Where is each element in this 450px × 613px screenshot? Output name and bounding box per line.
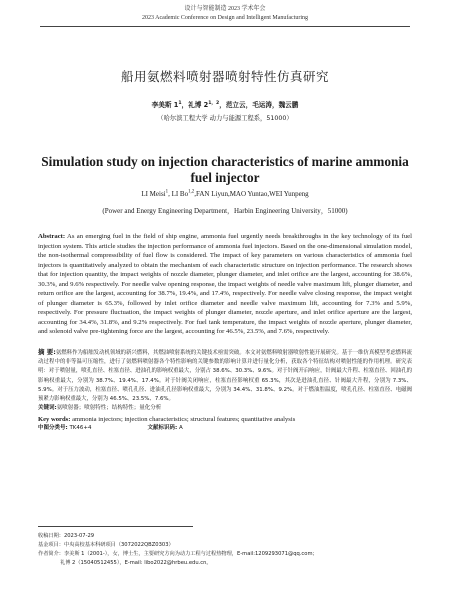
footnote-divider <box>38 526 193 527</box>
chinese-affiliation: （哈尔滨工程大学 动力与能源工程系，51000） <box>157 115 293 122</box>
en-other-authors: ,FAN Liyun,MAO Yuntao,WEI Yunpeng <box>194 190 309 198</box>
english-keywords <box>38 415 412 424</box>
author-info-2: 礼博 2（15040512455），E-mail: libo2022@hrbeu.edu.cn。 <box>60 560 212 566</box>
footnotes <box>38 532 420 568</box>
author-2-sup: 1，2 <box>208 100 220 106</box>
cn-abstract-text: 氨燃料作为船舶发动机领域的新兴燃料，其燃油喷射系统的关键技术亟需突破。本文对氨燃料喷射器喷射性能开展研究。基于一维仿真模型考虑燃料流动过程中的非等温可压缩性，进行了氨燃料喷射器各个特性影响的关键参数的影响计算并进行量化分析，获取各个特征结构对喷射性能的作用机理。研究表明：对于喷射量，喷孔直径、柱塞直径、进油孔的影响权重最大，分别占 38.6%、30.3%、9.6%。对于针阀开启响应，针阀最大升程、柱塞直径、回油孔的影响权重最大，分别为 38.7%、19.4%、17.4%。对于针阀关闭响应，柱塞直径影响权重 65.3%，其次是进油孔直径、针阀最大升程，分别为 7.3%、5.9%。对于压力波动，柱塞直径、喷孔孔径、进油孔孔径影响权重最大，分别为 34.4%、31.8%、9.2%。对于燃油腔温度，喷孔孔径、柱塞直径、电磁阀预紧力影响权重最大，分别为 46.5%、23.5%、7.6%。 <box>38 350 412 403</box>
clc-number <box>38 424 92 433</box>
author-info: 作者简介：李美斯 1（2001-），女，博士生，主要研究方向为动力工程与过程热物理，E-mail:1209293071@qq.com； <box>38 551 318 557</box>
en-keywords-label: Key words: <box>38 415 71 423</box>
en-author-2: , LI Bo <box>168 190 189 198</box>
clc-label: 中图分类号: <box>38 424 68 431</box>
header-divider <box>40 26 410 27</box>
author-2: ，礼博 2 <box>181 101 209 109</box>
cn-abstract-label: 摘 要: <box>38 348 56 357</box>
abstract-text: As an emerging fuel in the field of ship engine, ammonia fuel urgently needs breakthroughs in the key technology of its fuel injection system. This article studies the injection performance of ammonia fuel injectors. Based on the one-dimensional simulation model, the non-isothermal compressibility of fuel flow is considered. The impact of key parameters on various characteristics of ammonia fuel injectors is quantitatively analyzed to obtain the mechanism of each characteristic structure on injection performance. The research shows that for injection quantity, the impact weights of nozzle diameter, plunger diameter, and inlet orifice are the largest, accounting for 38.6%, 30.3%, and 9.6% respectively. For needle valve opening response, the impact weights of needle valve maximum lift, plunger diameter, and return orifice are the largest, accounting for 38.7%, 19.4%, and 17.4%, respectively. For needle valve closing response, the impact weight of plunger diameter is 65.3%, followed by inlet orifice diameter and needle valve maximum lift, accounting for 7.3% and 5.9%, respectively. For pressure fluctuation, the impact weights of plunger diameter, nozzle aperture, and inlet orifice aperture are the largest, accounting for 34.4%, 31.8%, and 9.2% respectively. For fuel tank temperature, the impact weights of nozzle aperture, plunger diameter, and solenoid valve pre-tightening force are the largest, accounting for 46.5%, 23.5%, and 7.6%, respectively. <box>38 233 412 336</box>
english-affiliation: (Power and Energy Engineering Department，Harbin Engineering University，51000) <box>102 207 348 215</box>
abstract-label: Abstract: <box>38 233 66 240</box>
english-abstract <box>38 232 412 337</box>
en-author-1: LI Meisi <box>141 190 166 198</box>
cn-keywords-text: 氨喷射器；喷射特性；结构特性；量化分析 <box>56 405 162 412</box>
received-date: 收稿日期：2023-07-29 <box>38 533 95 539</box>
chinese-authors <box>0 99 450 109</box>
chinese-abstract <box>38 348 412 404</box>
fund-project: 基金项目：中央高校基本科研项目（3072022QBZ0303） <box>38 542 174 548</box>
english-title: Simulation study on injection characteristics of marine ammonia fuel injector <box>41 154 409 185</box>
doc-value: A <box>177 424 183 431</box>
cn-keywords-label: 关键词: <box>38 405 57 412</box>
conference-header <box>0 0 450 23</box>
other-authors: ，范立云，毛运涛，魏云鹏 <box>219 101 299 109</box>
english-authors <box>0 190 450 198</box>
chinese-title: 船用氨燃料喷射器喷射特性仿真研究 <box>120 69 329 84</box>
doc-label: 文献标识码: <box>147 424 178 431</box>
en-author-2-sup: 1,2 <box>188 189 195 195</box>
conference-name-en: 2023 Academic Conference on Design and Intelligent Manufacturing <box>141 15 309 21</box>
en-author-1-sup: 1 <box>165 189 169 195</box>
conference-name-cn: 设计与智能制造 2023 学术年会 <box>184 6 266 12</box>
clc-value: TK46+4 <box>67 424 92 431</box>
en-keywords-text: ammonia injectors; injection characteristics; structural features; quantitative analysis <box>70 415 296 423</box>
author-1-sup: 1 <box>178 100 182 106</box>
chinese-keywords <box>38 404 412 414</box>
classification-row <box>38 424 412 433</box>
document-code <box>148 424 183 433</box>
author-1: 李美斯 1 <box>151 101 179 109</box>
